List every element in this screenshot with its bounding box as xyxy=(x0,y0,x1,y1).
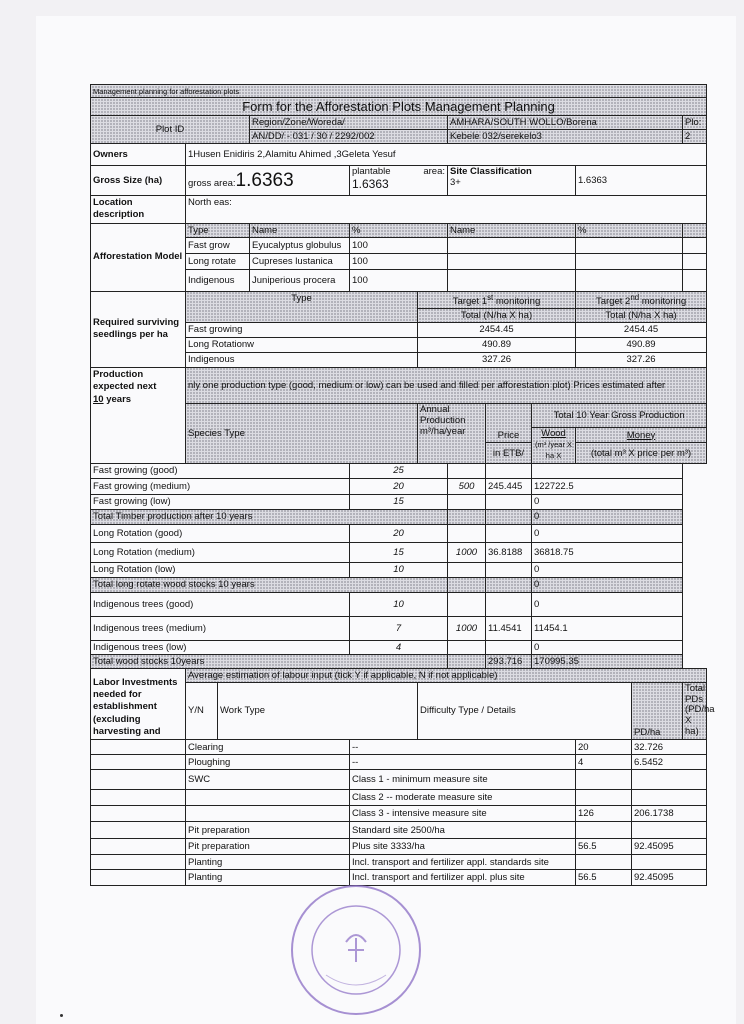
seedling-target2: 2454.45 xyxy=(576,322,707,337)
labor-total-pds: 6.5452 xyxy=(632,755,707,770)
production-wood: 293.716 xyxy=(486,654,532,668)
production-annual: 10 xyxy=(350,562,448,577)
plantable-value: 1.6363 xyxy=(352,176,389,191)
production-annual: 20 xyxy=(350,524,448,542)
production-total-label: Total wood stocks 10years xyxy=(91,654,448,668)
production-money: 0 xyxy=(532,592,683,616)
labor-work-type: SWC xyxy=(186,770,350,790)
production-annual: 7 xyxy=(350,616,448,640)
production-money: 36818.75 xyxy=(532,542,683,562)
production-annual: 4 xyxy=(350,640,448,654)
labor-row xyxy=(91,740,707,755)
production-annual: 25 xyxy=(350,463,448,478)
production-row xyxy=(91,562,707,577)
production-price: 500 xyxy=(448,478,486,494)
production-wood: 11.4541 xyxy=(486,616,532,640)
labor-row xyxy=(91,822,707,839)
production-wood xyxy=(486,592,532,616)
labor-total-pds xyxy=(632,822,707,839)
seedling-target1: 327.26 xyxy=(418,352,576,367)
labor-note: Average estimation of labour input (tick Y if applicable, N if not applicable) xyxy=(186,668,707,682)
production-row xyxy=(91,640,707,654)
work-type-header: Work Type xyxy=(218,682,418,740)
production-row xyxy=(91,478,707,494)
total2-header: Total (N/ha X ha) xyxy=(576,308,707,322)
production-row xyxy=(91,616,707,640)
labor-detail: Class 1 - minimum measure site xyxy=(350,770,576,790)
labor-yn xyxy=(91,870,186,886)
target1-header: Target 1st monitoring xyxy=(418,291,576,308)
production-years-number: 10 xyxy=(93,393,104,405)
labor-work-type: Pit preparation xyxy=(186,822,350,839)
production-total-label: Total Timber production after 10 years xyxy=(91,509,448,524)
production-money: 0 xyxy=(532,494,683,509)
labor-pdha: 56.5 xyxy=(576,870,632,886)
target2-header: Target 2nd monitoring xyxy=(576,291,707,308)
production-price xyxy=(448,524,486,542)
total1-header: Total (N/ha X ha) xyxy=(418,308,576,322)
labor-total-pds xyxy=(632,855,707,870)
production-species: Long Rotation (good) xyxy=(91,524,350,542)
production-annual: 15 xyxy=(350,542,448,562)
form-title: Form for the Afforestation Plots Management Planning xyxy=(91,98,707,116)
labor-row xyxy=(91,790,707,806)
production-annual: 15 xyxy=(350,494,448,509)
labor-work-type xyxy=(186,806,350,822)
production-years-word: years xyxy=(106,393,132,405)
production-price xyxy=(448,509,486,524)
gross-area-prefix: gross area: xyxy=(188,177,236,189)
production-species: Indigenous trees (low) xyxy=(91,640,350,654)
total-pds-header: Total PDs (PD/ha X ha) xyxy=(683,682,707,740)
production-row xyxy=(91,542,707,562)
afforestation-model-label: Afforestation Model xyxy=(91,223,186,291)
production-money: 170995.35 xyxy=(532,654,683,668)
labor-detail: -- xyxy=(350,755,576,770)
labor-work-type: Clearing xyxy=(186,740,350,755)
production-row xyxy=(91,494,707,509)
labor-yn xyxy=(91,790,186,806)
production-row xyxy=(91,592,707,616)
model-name-header: Name xyxy=(250,223,350,237)
labor-total-pds: 206.1738 xyxy=(632,806,707,822)
price-unit: in ETB/ xyxy=(486,443,532,463)
yn-header: Y/N xyxy=(186,682,218,740)
model-name: Juniperious procera xyxy=(250,269,350,291)
labor-pdha: 4 xyxy=(576,755,632,770)
labor-detail: Plus site 3333/ha xyxy=(350,839,576,855)
code-value: AN/DD/ - 031 / 30 / 2292/002 xyxy=(250,130,448,144)
production-money: 0 xyxy=(532,577,683,592)
production-price xyxy=(448,640,486,654)
money-unit: (total m³ X price per m³) xyxy=(576,443,707,463)
seedling-type: Indigenous xyxy=(186,352,418,367)
labor-total-pds xyxy=(632,790,707,806)
labor-detail: -- xyxy=(350,740,576,755)
model-name2-header: Name xyxy=(448,223,576,237)
production-price xyxy=(448,654,486,668)
owners-value: 1Husen Enidiris 2,Alamitu Ahimed ,3Geleta Yesuf xyxy=(186,144,707,166)
production-wood xyxy=(486,494,532,509)
wood-header-title: Wood xyxy=(541,427,566,439)
plot-label: Plo: xyxy=(683,116,707,130)
model-blank-header xyxy=(683,223,707,237)
labor-work-type: Pit preparation xyxy=(186,839,350,855)
production-price: 1000 xyxy=(448,616,486,640)
labor-pdha xyxy=(576,790,632,806)
production-money: 0 xyxy=(532,509,683,524)
gross-right-value: 1.6363 xyxy=(576,166,707,196)
plantable-label: plantable xyxy=(352,166,391,177)
production-row xyxy=(91,463,707,478)
model-name: Eyucalyptus globulus xyxy=(250,237,350,253)
price-header: Price xyxy=(486,403,532,443)
production-money: 122722.5 xyxy=(532,478,683,494)
production-label-text: Production expected next xyxy=(93,368,157,393)
seedling-type: Fast growing xyxy=(186,322,418,337)
model-type: Indigenous xyxy=(186,269,250,291)
labor-total-pds: 92.45095 xyxy=(632,839,707,855)
region-label: Region/Zone/Woreda/ xyxy=(250,116,448,130)
production-wood: 245.445 xyxy=(486,478,532,494)
site-class-value: 3+ xyxy=(450,176,461,188)
owners-label: Owners xyxy=(91,144,186,166)
seedling-target2: 327.26 xyxy=(576,352,707,367)
production-wood xyxy=(486,577,532,592)
labor-pdha: 126 xyxy=(576,806,632,822)
labor-yn xyxy=(91,855,186,870)
model-type: Fast grow xyxy=(186,237,250,253)
site-class-label: Site Classification xyxy=(450,166,532,177)
labor-yn xyxy=(91,740,186,755)
plot-id-label: Plot ID xyxy=(91,116,250,144)
production-price xyxy=(448,463,486,478)
labor-yn xyxy=(91,839,186,855)
difficulty-header: Difficulty Type / Details xyxy=(418,682,632,740)
seedlings-type-header: Type xyxy=(186,291,418,322)
afforestation-form xyxy=(90,84,715,886)
scan-speck xyxy=(60,1014,63,1017)
labor-row xyxy=(91,855,707,870)
top-label: Management planning for afforestation plots xyxy=(91,85,707,98)
labor-pdha xyxy=(576,822,632,839)
production-species: Fast growing (good) xyxy=(91,463,350,478)
production-annual: 20 xyxy=(350,478,448,494)
model-type: Long rotate xyxy=(186,253,250,269)
production-label xyxy=(91,367,186,463)
labor-rows xyxy=(91,740,707,886)
production-species: Indigenous trees (good) xyxy=(91,592,350,616)
area-word: area: xyxy=(423,166,445,177)
labor-pdha xyxy=(576,770,632,790)
location-label: Location description xyxy=(91,196,186,224)
labor-pdha xyxy=(576,855,632,870)
labor-detail: Incl. transport and fertilizer appl. standards site xyxy=(350,855,576,870)
official-stamp xyxy=(286,880,426,1020)
production-wood xyxy=(486,640,532,654)
production-rows xyxy=(91,463,707,668)
production-money: 11454.1 xyxy=(532,616,683,640)
production-row xyxy=(91,654,707,668)
location-value: North eas: xyxy=(186,196,707,224)
species-type-header: Species Type xyxy=(186,403,418,463)
labor-row xyxy=(91,755,707,770)
production-wood xyxy=(486,463,532,478)
production-species: Fast growing (low) xyxy=(91,494,350,509)
seedling-target2: 490.89 xyxy=(576,337,707,352)
production-row xyxy=(91,524,707,542)
labor-total-pds: 92.45095 xyxy=(632,870,707,886)
plantable-cell xyxy=(350,166,448,196)
labor-detail: Standard site 2500/ha xyxy=(350,822,576,839)
labor-row xyxy=(91,770,707,790)
region-value: AMHARA/SOUTH WOLLO/Borena xyxy=(448,116,683,130)
production-species: Long Rotation (low) xyxy=(91,562,350,577)
seedling-target1: 2454.45 xyxy=(418,322,576,337)
production-species: Fast growing (medium) xyxy=(91,478,350,494)
money-header-title: Money xyxy=(626,429,656,441)
labor-detail: Class 3 - intensive measure site xyxy=(350,806,576,822)
production-note: nly one production type (good, medium or low) can be used and filled per afforestation plot) Prices estimated after xyxy=(186,367,707,403)
model-type-header: Type xyxy=(186,223,250,237)
model-pct: 100 xyxy=(350,237,448,253)
gross-area-cell xyxy=(186,166,350,196)
plot-value: 2 xyxy=(683,130,707,144)
production-price xyxy=(448,592,486,616)
site-class-cell xyxy=(448,166,576,196)
model-name: Cupreses lustanica xyxy=(250,253,350,269)
production-price xyxy=(448,494,486,509)
production-wood xyxy=(486,562,532,577)
labor-yn xyxy=(91,806,186,822)
model-pct: 100 xyxy=(350,269,448,291)
total-gross-header: Total 10 Year Gross Production xyxy=(532,403,707,427)
form-table xyxy=(90,84,715,886)
labor-row xyxy=(91,806,707,822)
labor-pdha: 20 xyxy=(576,740,632,755)
kebele-value: Kebele 032/serekelo3 xyxy=(448,130,683,144)
production-price xyxy=(448,577,486,592)
labor-pdha: 56.5 xyxy=(576,839,632,855)
production-wood xyxy=(486,524,532,542)
production-total-label: Total long rotate wood stocks 10 years xyxy=(91,577,448,592)
labor-work-type: Planting xyxy=(186,870,350,886)
seedling-target1: 490.89 xyxy=(418,337,576,352)
production-annual: 10 xyxy=(350,592,448,616)
labor-total-pds xyxy=(632,770,707,790)
labor-work-type: Planting xyxy=(186,855,350,870)
pdha-header: PD/ha xyxy=(632,682,683,740)
labor-work-type: Ploughing xyxy=(186,755,350,770)
wood-header-unit: (m³ /year X ha X xyxy=(534,439,573,460)
annual-production-header: Annual Production m³/ha/year xyxy=(418,403,486,463)
labor-yn xyxy=(91,822,186,839)
production-price xyxy=(448,562,486,577)
labor-label: Labor Investments needed for establishment (excluding harvesting and xyxy=(91,668,186,740)
gross-size-label: Gross Size (ha) xyxy=(91,166,186,196)
labor-yn xyxy=(91,770,186,790)
labor-yn xyxy=(91,755,186,770)
labor-row xyxy=(91,839,707,855)
production-species: Indigenous trees (medium) xyxy=(91,616,350,640)
wood-header xyxy=(532,427,576,463)
production-row xyxy=(91,509,707,524)
production-species: Long Rotation (medium) xyxy=(91,542,350,562)
production-wood: 36.8188 xyxy=(486,542,532,562)
production-money: 0 xyxy=(532,524,683,542)
seedlings-label: Required surviving seedlings per ha xyxy=(91,291,186,367)
labor-detail: Incl. transport and fertilizer appl. plus site xyxy=(350,870,576,886)
production-money: 0 xyxy=(532,640,683,654)
labor-total-pds: 32.726 xyxy=(632,740,707,755)
money-header xyxy=(576,427,707,443)
production-row xyxy=(91,577,707,592)
model-pct2-header: % xyxy=(576,223,683,237)
production-money: 0 xyxy=(532,562,683,577)
model-pct: 100 xyxy=(350,253,448,269)
production-wood xyxy=(486,509,532,524)
seedling-type: Long Rotationw xyxy=(186,337,418,352)
labor-detail: Class 2 -- moderate measure site xyxy=(350,790,576,806)
model-pct-header: % xyxy=(350,223,448,237)
production-price: 1000 xyxy=(448,542,486,562)
production-money xyxy=(532,463,683,478)
labor-work-type xyxy=(186,790,350,806)
gross-area-value: 1.6363 xyxy=(235,169,294,191)
